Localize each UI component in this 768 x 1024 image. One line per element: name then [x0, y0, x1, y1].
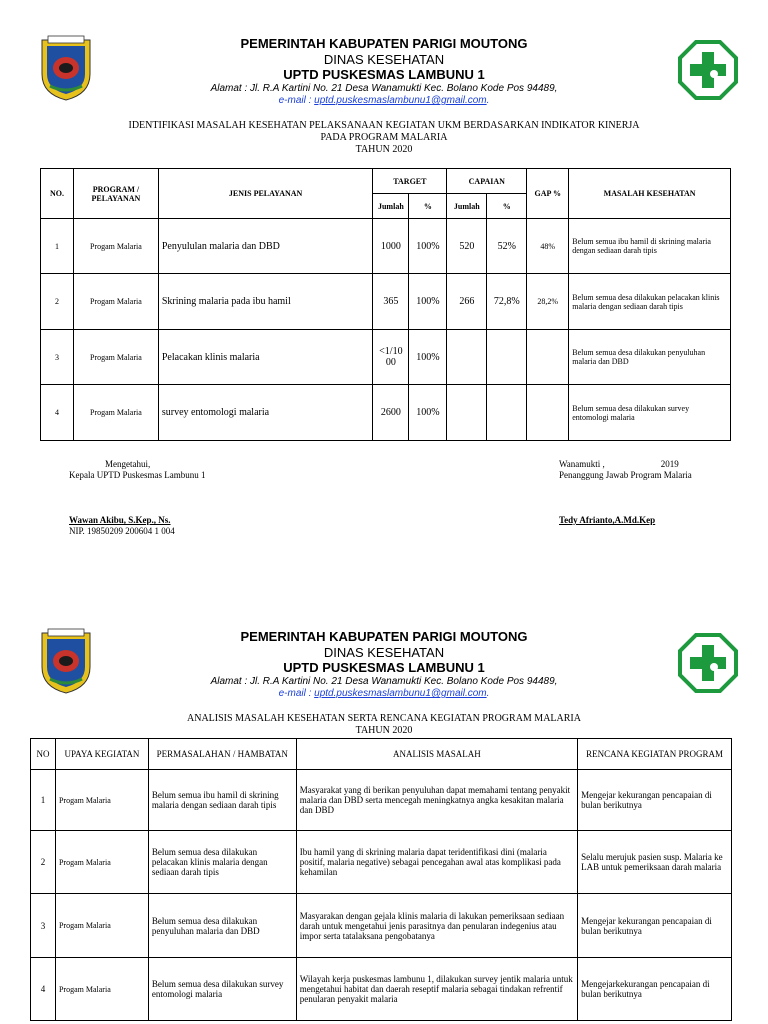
cell-gap: [527, 385, 569, 441]
cell-no: 1: [31, 770, 56, 831]
cell-program: Progam Malaria: [73, 274, 158, 330]
page-2: [0, 560, 768, 1024]
cell-program: Progam Malaria: [73, 219, 158, 274]
cell-target-pct: 100%: [409, 330, 447, 385]
table-row: [41, 274, 731, 330]
col-capaian-jumlah: Jumlah: [447, 194, 487, 219]
cell-permasalahan: Belum semua desa dilakukan survey entomologi malaria: [148, 958, 296, 1021]
email-link[interactable]: uptd.puskesmaslambunu1@gmail.com: [314, 688, 487, 699]
regency-crest-icon: [38, 627, 94, 695]
sign-right-line1: [559, 459, 749, 470]
email-link[interactable]: uptd.puskesmaslambunu1@gmail.com: [314, 95, 487, 106]
sign-right-line2: Penanggung Jawab Program Malaria: [559, 470, 692, 480]
email-line: [150, 688, 618, 699]
doc2-title: [60, 713, 708, 737]
puskesmas-logo-icon: [678, 40, 738, 100]
table-row: [31, 770, 732, 831]
doc2-title-line: TAHUN 2020: [355, 725, 413, 736]
cell-target-pct: 100%: [409, 219, 447, 274]
cell-gap: [527, 330, 569, 385]
col-permasalahan: PERMASALAHAN / HAMBATAN: [148, 739, 296, 770]
cell-capaian-jumlah: [447, 385, 487, 441]
doc2-title-line: ANALISIS MASALAH KESEHATAN SERTA RENCANA KEGIATAN PROGRAM MALARIA: [187, 713, 581, 724]
email-tail: .: [486, 95, 490, 106]
cell-capaian-pct: 52%: [487, 219, 527, 274]
cell-program: Progam Malaria: [73, 385, 158, 441]
col-target-jumlah: Jumlah: [373, 194, 409, 219]
cell-permasalahan: Belum semua ibu hamil di skrining malaria dengan sediaan darah tipis: [148, 770, 296, 831]
email-line: [150, 95, 618, 106]
cell-no: 1: [41, 219, 74, 274]
cell-permasalahan: Belum semua desa dilakukan pelacakan klinis malaria dengan sediaan darah tipis: [148, 831, 296, 894]
cell-no: 2: [31, 831, 56, 894]
sign-right-name: Tedy Afrianto,A.Md.Kep: [559, 515, 656, 525]
address: Alamat : Jl. R.A Kartini No. 21 Desa Wanamukti Kec. Bolano Kode Pos 94489,: [210, 676, 558, 687]
cell-target-jumlah: 2600: [373, 385, 409, 441]
cell-target-jumlah: 365: [373, 274, 409, 330]
signature-right: [559, 459, 749, 526]
department-name: DINAS KESEHATAN: [323, 645, 445, 660]
cell-target-jumlah: 1000: [373, 219, 409, 274]
cell-target-jumlah: <1/10 00: [373, 330, 409, 385]
cell-rencana: Mengejar kekurangan pencapaian di bulan berikutnya: [578, 894, 732, 958]
col-capaian: CAPAIAN: [447, 169, 527, 194]
col-rencana: RENCANA KEGIATAN PROGRAM: [578, 739, 732, 770]
cell-jenis: Skrining malaria pada ibu hamil: [158, 274, 373, 330]
email-tail: .: [486, 688, 490, 699]
table-row: [31, 894, 732, 958]
col-masalah: MASALAH KESEHATAN: [569, 169, 731, 219]
unit-name: UPTD PUSKESMAS LAMBUNU 1: [283, 67, 485, 82]
sign-left-line2: Kepala UPTD Puskesmas Lambunu 1: [69, 470, 206, 480]
cell-capaian-jumlah: 520: [447, 219, 487, 274]
sign-right-year: 2019: [660, 459, 679, 469]
cell-upaya: Progam Malaria: [55, 958, 148, 1021]
cell-rencana: Selalu merujuk pasien susp. Malaria ke LAB untuk pemeriksaan darah malaria: [578, 831, 732, 894]
cell-masalah: Belum semua ibu hamil di skrining malaria dengan sediaan darah tipis: [569, 219, 731, 274]
cell-analisis: Ibu hamil yang di skrining malaria dapat teridentifikasi dini (malaria positif, malaria negative) sebagai pencegahan awal atas komplikasi pada kehamilan: [296, 831, 577, 894]
sign-right-place: Wanamukti ,: [559, 459, 605, 469]
col-program: PROGRAM / PELAYANAN: [73, 169, 158, 219]
address: Alamat : Jl. R.A Kartini No. 21 Desa Wanamukti Kec. Bolano Kode Pos 94489,: [210, 83, 558, 94]
cell-jenis: survey entomologi malaria: [158, 385, 373, 441]
doc1-title: [60, 120, 708, 156]
cell-rencana: Mengejarkekurangan pencapaian di bulan berikutnya: [578, 958, 732, 1021]
analysis-table: [30, 738, 732, 1021]
cell-masalah: Belum semua desa dilakukan pelacakan klinis malaria dengan sediaan darah tipis: [569, 274, 731, 330]
government-name: PEMERINTAH KABUPATEN PARIGI MOUTONG: [240, 36, 528, 51]
doc1-title-line: PADA PROGRAM MALARIA: [320, 132, 448, 143]
table-row: [41, 219, 731, 274]
email-label: e-mail :: [278, 95, 315, 106]
col-analisis: ANALISIS MASALAH: [296, 739, 577, 770]
cell-permasalahan: Belum semua desa dilakukan penyuluhan malaria dan DBD: [148, 894, 296, 958]
cell-capaian-pct: 72,8%: [487, 274, 527, 330]
cell-upaya: Progam Malaria: [55, 770, 148, 831]
cell-capaian-pct: [487, 385, 527, 441]
col-no: NO: [31, 739, 56, 770]
col-no: NO.: [41, 169, 74, 219]
cell-analisis: Masyarakan dengan gejala klinis malaria di lakukan pemeriksaan sediaan darah untuk mengetahui jenis parasitnya dan penularan indegenius atau impor serta tatalaksana pengobatanya: [296, 894, 577, 958]
cell-no: 2: [41, 274, 74, 330]
col-target: TARGET: [373, 169, 447, 194]
col-gap: GAP %: [527, 169, 569, 219]
cell-analisis: Masyarakat yang di berikan penyuluhan dapat memahami tentang penyakit malaria dan DBD serta mencegah meningkatnya angka kesakitan malaria dan DBD: [296, 770, 577, 831]
doc1-title-line: TAHUN 2020: [355, 144, 413, 155]
cell-program: Progam Malaria: [73, 330, 158, 385]
cell-gap: 28,2%: [527, 274, 569, 330]
letterhead: [0, 625, 768, 705]
letterhead: [0, 32, 768, 112]
cell-capaian-jumlah: 266: [447, 274, 487, 330]
col-jenis: JENIS PELAYANAN: [158, 169, 373, 219]
col-upaya: UPAYA KEGIATAN: [55, 739, 148, 770]
cell-upaya: Progam Malaria: [55, 831, 148, 894]
cell-jenis: Penyululan malaria dan DBD: [158, 219, 373, 274]
cell-rencana: Mengejar kekurangan pencapaian di bulan berikutnya: [578, 770, 732, 831]
cell-no: 3: [31, 894, 56, 958]
cell-target-pct: 100%: [409, 385, 447, 441]
puskesmas-logo-icon: [678, 633, 738, 693]
table-row: [31, 831, 732, 894]
email-label: e-mail :: [278, 688, 315, 699]
department-name: DINAS KESEHATAN: [323, 52, 445, 67]
cell-masalah: Belum semua desa dilakukan survey entomologi malaria: [569, 385, 731, 441]
cell-masalah: Belum semua desa dilakukan penyuluhan malaria dan DBD: [569, 330, 731, 385]
signature-left: [69, 459, 329, 537]
indicator-table: [40, 168, 731, 441]
sign-left-line1: Mengetahui,: [105, 459, 151, 469]
cell-analisis: Wilayah kerja puskesmas lambunu 1, dilakukan survey jentik malaria untuk mengetahui habitat dan daerah reseptif malaria sebagai tindakan refrentif penularan penyakit malaria: [296, 958, 577, 1021]
doc1-title-line: IDENTIFIKASI MASALAH KESEHATAN PELAKSANAAN KEGIATAN UKM BERDASARKAN INDIKATOR KINERJA: [128, 120, 640, 131]
regency-crest-icon: [38, 34, 94, 102]
sign-left-name: Wawan Akibu, S.Kep., Ns.: [69, 515, 171, 525]
cell-no: 4: [41, 385, 74, 441]
table-row: [41, 385, 731, 441]
col-target-pct: %: [409, 194, 447, 219]
cell-target-pct: 100%: [409, 274, 447, 330]
cell-no: 3: [41, 330, 74, 385]
cell-gap: 48%: [527, 219, 569, 274]
col-capaian-pct: %: [487, 194, 527, 219]
cell-capaian-jumlah: [447, 330, 487, 385]
cell-jenis: Pelacakan klinis malaria: [158, 330, 373, 385]
table-row: [41, 330, 731, 385]
unit-name: UPTD PUSKESMAS LAMBUNU 1: [283, 660, 485, 675]
cell-no: 4: [31, 958, 56, 1021]
government-name: PEMERINTAH KABUPATEN PARIGI MOUTONG: [240, 629, 528, 644]
sign-left-nip: NIP. 19850209 200604 1 004: [69, 526, 175, 536]
cell-upaya: Progam Malaria: [55, 894, 148, 958]
cell-capaian-pct: [487, 330, 527, 385]
table-row: [31, 958, 732, 1021]
